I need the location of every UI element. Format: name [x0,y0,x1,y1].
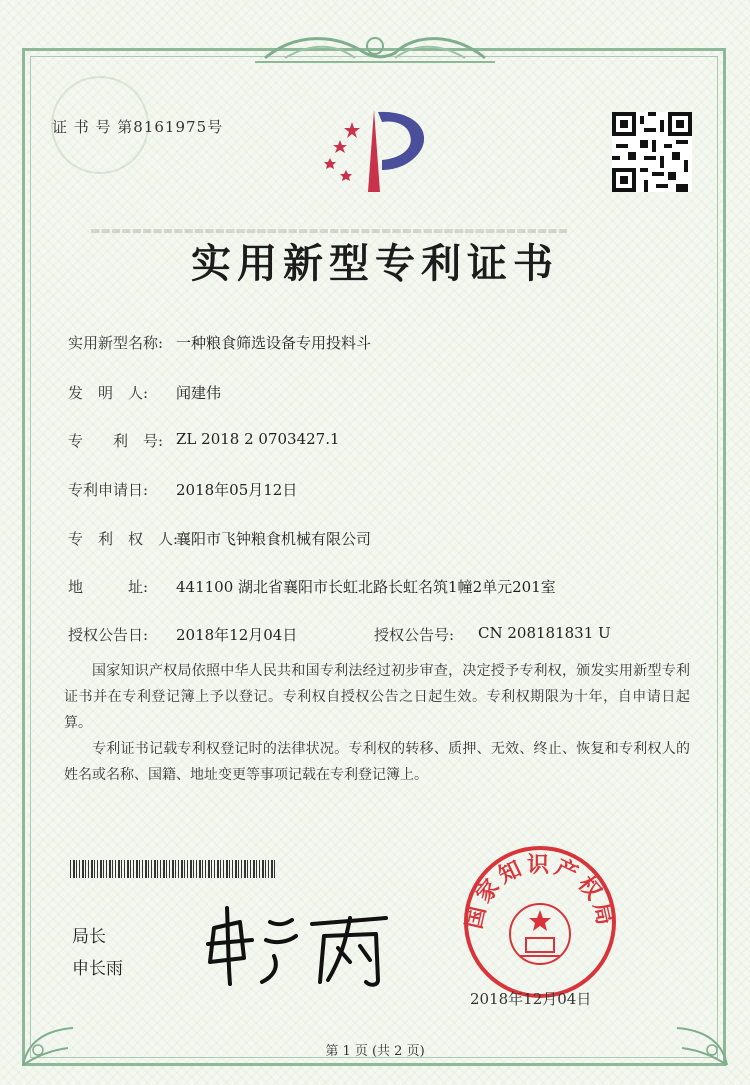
patentee-value: 襄阳市飞钟粮食机械有限公司 [176,530,372,548]
svg-text:国家知识产权局: 国家知识产权局 [462,853,618,932]
grant-number-label: 授权公告号: [374,626,455,644]
utility-model-name-label: 实用新型名称: [68,334,164,352]
grant-number-value: CN 208181831 U [478,624,611,642]
seal-date: 2018年12月04日 [470,990,592,1008]
certificate-number: 证 书 号 第8161975号 [52,118,224,136]
certificate-title: 实用新型专利证书 [191,241,559,287]
page-footer: 第 1 页 (共 2 页) [325,1044,425,1059]
filing-date-value: 2018年05月12日 [176,481,298,499]
bleed-through-text: ▬▬▬▬▬▬▬▬▬▬▬▬▬▬▬▬▬▬▬▬▬▬▬▬▬▬▬▬▬▬▬▬▬▬▬▬▬▬▬▬▬▬▬▬▬▬ [90,224,569,237]
official-seal [460,842,620,1002]
inventor-label: 发 明 人: [68,384,149,402]
grant-date-value: 2018年12月04日 [176,626,298,644]
top-ornament [255,28,495,68]
patent-number-value: ZL 2018 2 0703427.1 [176,430,340,448]
qr-code [612,112,692,192]
utility-model-name-value: 一种粮食筛选设备专用投料斗 [176,334,372,352]
grant-date-label: 授权公告日: [68,626,149,644]
patentee-label: 专 利 权 人: [68,530,179,548]
address-label: 地 址: [68,578,149,596]
cnipa-logo [312,100,442,200]
patent-number-label: 专 利 号: [68,432,164,450]
inventor-value: 闻建伟 [176,384,222,402]
barcode [70,860,276,878]
grant-statement-paragraph: 国家知识产权局依照中华人民共和国专利法经过初步审查，决定授予专利权，颁发实用新型专利证书并在专利登记簿上予以登记。专利权自授权公告之日起生效。专利权期限为十年，自申请日起算。 [64,663,690,731]
legal-status-paragraph: 专利证书记载专利权登记时的法律状况。专利权的转移、质押、无效、终止、恢复和专利权人的姓名或名称、国籍、地址变更等事项记载在专利登记簿上。 [64,741,690,783]
director-signature [200,900,400,990]
director-title: 局长 [72,927,106,947]
director-name: 申长雨 [72,959,123,979]
address-value: 441100 湖北省襄阳市长虹北路长虹名筑1幢2单元201室 [176,578,556,596]
filing-date-label: 专利申请日: [68,481,149,499]
